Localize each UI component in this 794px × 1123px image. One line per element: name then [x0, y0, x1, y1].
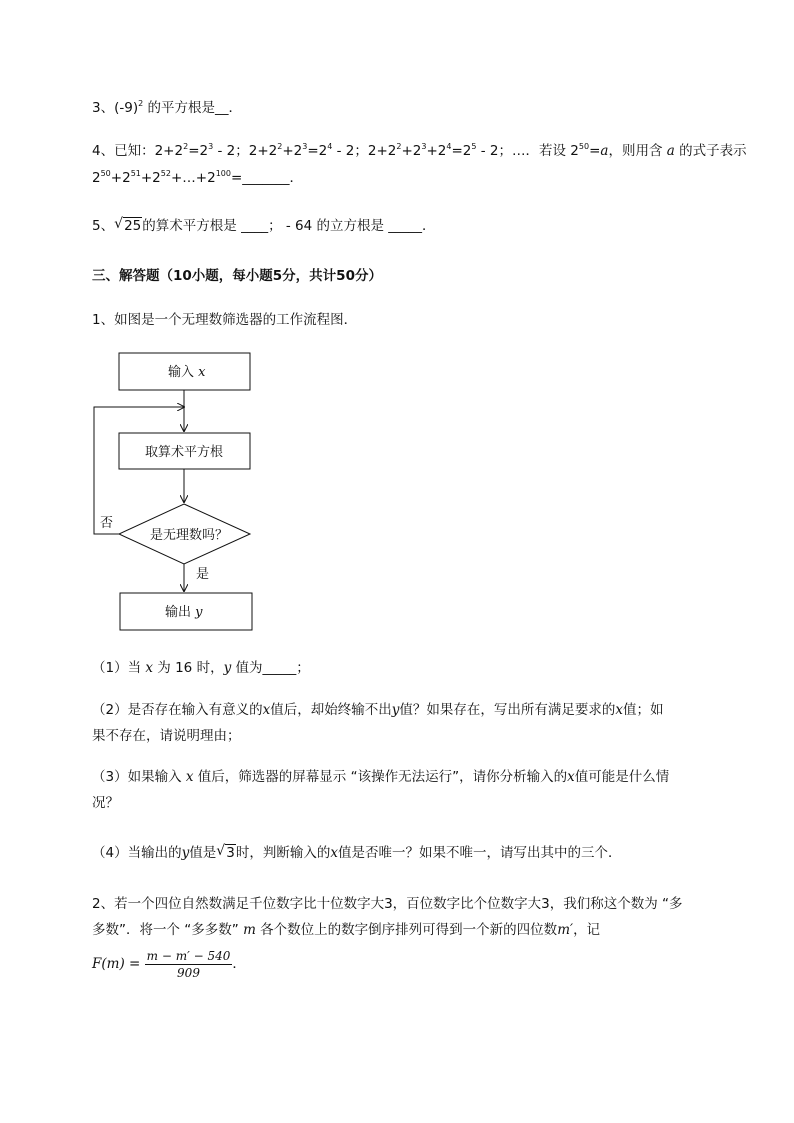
- flow-no-label: 否: [100, 516, 114, 531]
- problem-1-sub-3-line-1: （3）如果输入 x 值后，筛选器的屏幕显示 “该操作无法运行”，请你分析输入的x值可能是什么情: [92, 769, 670, 785]
- problem-1-sub-3-line-2: 况？: [92, 795, 119, 811]
- problem-2-line-1: 2、若一个四位自然数满足千位数字比十位数字大3，百位数字比个位数字大3，我们称这个数为 “多: [92, 896, 683, 912]
- flow-process-text: 取算术平方根: [144, 445, 224, 460]
- flow-input-text: 输入 x: [168, 365, 206, 380]
- section-3-heading: 三、解答题（10小题，每小题5分，共计50分）: [92, 268, 382, 284]
- question-4-line-1: 4、已知：$2+2^2=2^3 - 2$；$2+2^2+2^3=2^4 - 2$；$2+2^2+2^3+2^4=2^5 - 2$；…．若设 $2^{50}=a$，则用含 a 的式子表示: [92, 142, 747, 159]
- problem-1-sub-4: （4）当输出的y值是 √ 3时，判断输入的x值是否唯一？如果不唯一，请写出其中的三个．: [92, 843, 622, 861]
- problem-1-sub-1: （1）当 x 为 16 时，y 值为_____；: [92, 660, 310, 676]
- problem-1-sub-2-line-1: （2）是否存在输入有意义的x值后，却始终输不出y值？如果存在，写出所有满足要求的x值；如: [92, 702, 664, 718]
- question-4-line-2: $2^{50}+2^{51}+2^{52}+\dots+2^{100}=\_\_\_\_\_\_\_$．: [92, 169, 304, 186]
- problem-1-title: 1、如图是一个无理数筛选器的工作流程图．: [92, 312, 358, 328]
- fraction: $\frac{m - m' - 540}{909}$: [146, 948, 231, 980]
- flow-decision-text: 是无理数吗？: [149, 528, 229, 543]
- question-5: 5、 √ 25的算术平方根是 ____； - 64 的立方根是 _____．: [92, 216, 436, 234]
- problem-1-sub-2-line-2: 果不存在，请说明理由；: [92, 728, 241, 744]
- radical-sign-icon: √: [114, 216, 124, 232]
- problem-2-line-2: 多数”．将一个 “多多数” m 各个数位上的数字倒序排列可得到一个新的四位数m′，记: [92, 922, 601, 938]
- sqrt-expression: √ 3: [216, 843, 235, 861]
- flow-output-text: 输出 y: [165, 605, 203, 620]
- flowchart: [88, 345, 288, 645]
- problem-2-formula: F(m) = $\frac{m - m' - 540}{909}$ ．: [92, 948, 246, 980]
- radical-sign-icon: √: [216, 843, 226, 859]
- question-3: 3、$(-9)^2$ 的平方根是__．: [92, 99, 242, 116]
- flow-yes-label: 是: [196, 567, 210, 582]
- sqrt-expression: √ 25: [114, 216, 142, 234]
